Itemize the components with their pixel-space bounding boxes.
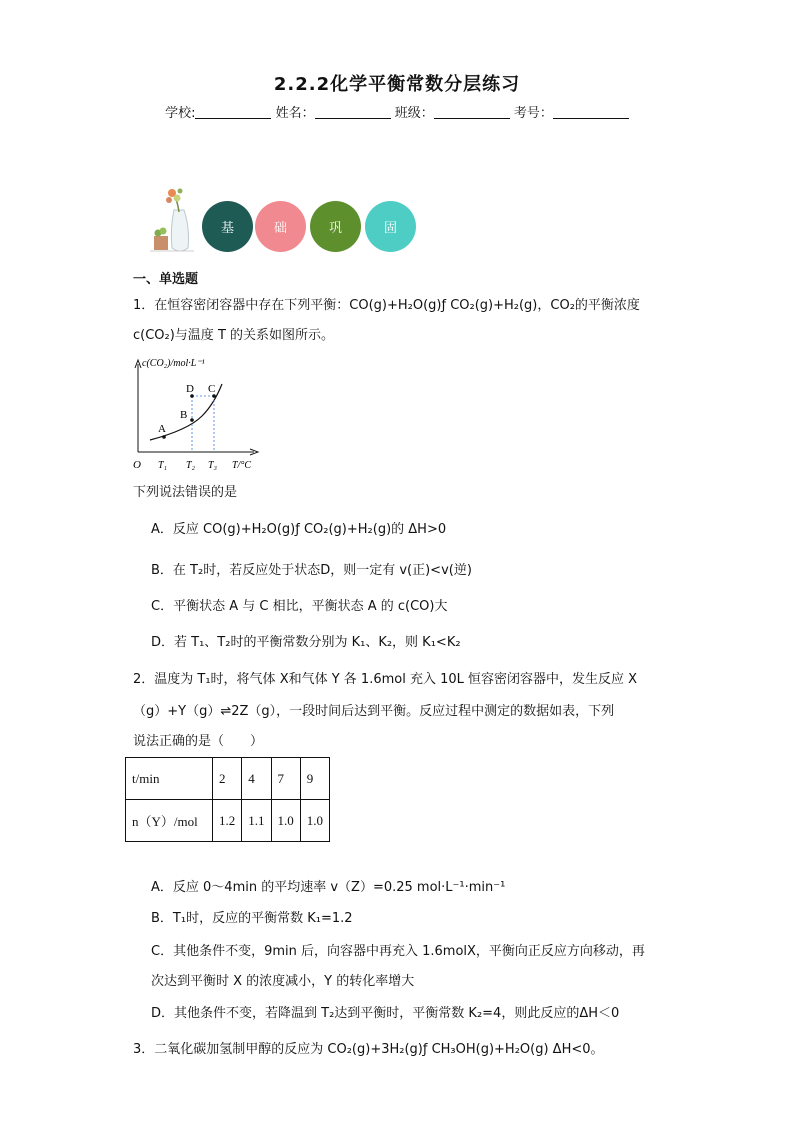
q2-stem-line3: 说法正确的是（ ） — [133, 734, 264, 749]
origin-label: O — [133, 459, 141, 471]
q2-stem-line2: （g）+Y（g）⇌2Z（g），一段时间后达到平衡。反应过程中测定的数据如表，下列 — [133, 704, 615, 719]
table-cell: 1.1 — [242, 800, 271, 842]
q1-prompt: 下列说法错误的是 — [133, 485, 238, 500]
banner-circle-1 — [202, 201, 253, 252]
q3-stem-line1: 3．二氧化碳加氢制甲醇的反应为 CO₂(g)+3H₂(g)ƒ CH₃OH(g)+H₂O(g) ΔH<0。 — [133, 1042, 604, 1057]
school-blank — [195, 104, 271, 119]
q1-option-d: D．若 T₁、T₂时的平衡常数分别为 K₁、K₂，则 K₁<K₂ — [151, 635, 461, 650]
q2-option-c-line1: C．其他条件不变，9min 后，向容器中再充入 1.6molX，平衡向正反应方向移动，再 — [151, 944, 645, 959]
table-header-cell: 4 — [242, 758, 271, 800]
table-header-cell: 9 — [300, 758, 329, 800]
label-c: C — [208, 383, 216, 395]
q1-stem-line1: 1．在恒容密闭容器中存在下列平衡：CO(g)+H₂O(g)ƒ CO₂(g)+H₂(g)，CO₂的平衡浓度 — [133, 298, 640, 313]
name-label: 姓名： — [275, 106, 315, 121]
school-label: 学校: — [165, 106, 196, 121]
table-cell: 1.0 — [271, 800, 300, 842]
q1-option-a: A．反应 CO(g)+H₂O(g)ƒ CO₂(g)+H₂(g)的 ΔH>0 — [151, 522, 447, 537]
q2-data-table — [125, 757, 330, 842]
exam-number-blank — [553, 104, 629, 119]
tick-t1: T₁ — [158, 460, 168, 471]
table-cell: n（Y）/mol — [126, 800, 213, 842]
table-row — [126, 758, 330, 800]
q1-stem-line2: c(CO₂)与温度 T 的关系如图所示。 — [133, 328, 335, 343]
table-header-cell: 2 — [213, 758, 242, 800]
banner-circle-2 — [255, 201, 306, 252]
exam-number-label: 考号： — [513, 106, 553, 121]
banner-circle-3 — [310, 201, 361, 252]
table-cell: 1.0 — [300, 800, 329, 842]
student-info-line — [0, 102, 794, 121]
plant-vase-icon — [150, 188, 194, 256]
q2-option-d: D．其他条件不变，若降温到 T₂达到平衡时，平衡常数 K₂=4，则此反应的ΔH＜0 — [151, 1006, 620, 1021]
label-d: D — [186, 383, 194, 395]
q2-option-b: B．T₁时，反应的平衡常数 K₁=1.2 — [151, 911, 353, 926]
point-b — [190, 418, 194, 422]
tick-t3: T₃ — [208, 460, 218, 471]
label-a: A — [158, 423, 166, 435]
x-axis-label: T/°C — [232, 460, 252, 471]
q2-stem-line1: 2．温度为 T₁时，将气体 X和气体 Y 各 1.6mol 充入 10L 恒容密闭容器中，发生反应 X — [133, 672, 638, 687]
name-blank — [315, 104, 391, 119]
section-title: 一、单选题 — [133, 272, 199, 287]
banner-char-2: 础 — [273, 221, 287, 236]
table-header-cell: 7 — [271, 758, 300, 800]
q1-concentration-temperature-graph — [128, 352, 268, 476]
q1-option-c: C．平衡状态 A 与 C 相比，平衡状态 A 的 c(CO)大 — [151, 599, 448, 614]
table-cell: 1.2 — [213, 800, 242, 842]
banner-char-3: 巩 — [328, 221, 342, 236]
section-banner — [150, 188, 450, 258]
q2-option-a: A．反应 0～4min 的平均速率 v（Z）=0.25 mol·L⁻¹·min⁻¹ — [151, 880, 506, 895]
class-label: 班级： — [394, 106, 434, 121]
table-header-cell: t/min — [126, 758, 213, 800]
point-a — [162, 435, 166, 439]
q1-option-b: B．在 T₂时，若反应处于状态D，则一定有 v(正)<v(逆) — [151, 563, 472, 578]
class-blank — [434, 104, 510, 119]
tick-t2: T₂ — [186, 460, 196, 471]
banner-circle-4 — [365, 201, 416, 252]
q2-option-c-line2: 次达到平衡时 X 的浓度减小，Y 的转化率增大 — [151, 974, 415, 989]
label-b: B — [180, 409, 188, 421]
y-axis-label: c(CO₂)/mol·L⁻¹ — [142, 358, 205, 369]
banner-char-1: 基 — [220, 221, 234, 236]
table-row — [126, 800, 330, 842]
page-title: 2.2.2化学平衡常数分层练习 — [273, 74, 521, 95]
banner-char-4: 固 — [383, 221, 397, 236]
